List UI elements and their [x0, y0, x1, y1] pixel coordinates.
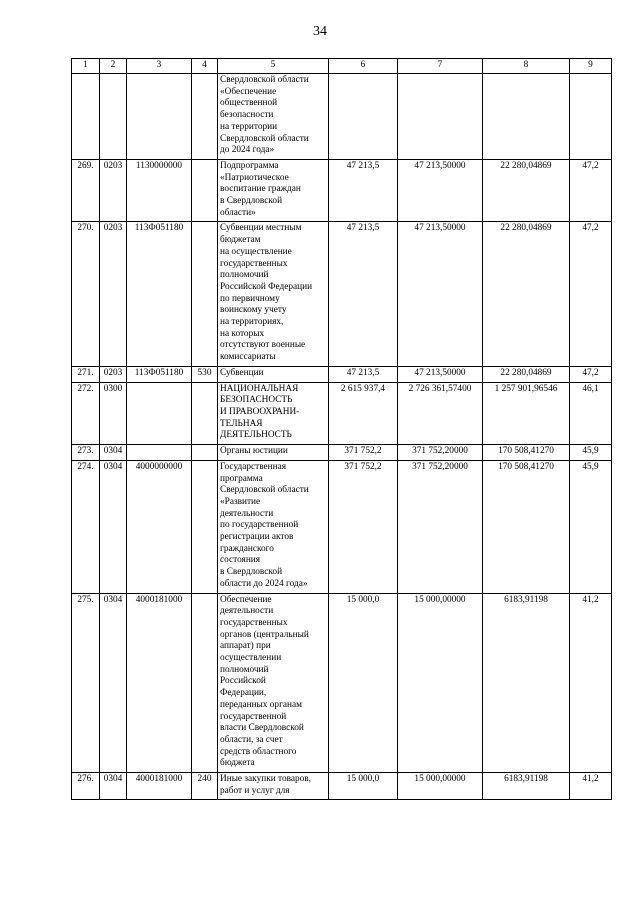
execution-percent: 46,1	[570, 382, 612, 445]
refined-amount: 371 752,20000	[398, 445, 483, 461]
row-number: 270.	[72, 222, 100, 366]
target-article-code: 4000181000	[127, 593, 192, 773]
execution-percent: 45,9	[570, 445, 612, 461]
target-article-code: 4000000000	[127, 460, 192, 593]
table-row	[72, 460, 612, 593]
row-number	[72, 74, 100, 160]
section-code: 0304	[100, 445, 127, 461]
executed-amount: 170 508,41270	[483, 445, 570, 461]
section-code: 0304	[100, 593, 127, 773]
planned-amount: 47 213,5	[329, 366, 398, 382]
section-code	[100, 74, 127, 160]
expense-type-code	[192, 222, 218, 366]
section-code: 0304	[100, 773, 127, 800]
execution-percent: 47,2	[570, 366, 612, 382]
refined-amount: 2 726 361,57400	[398, 382, 483, 445]
executed-amount: 22 280,04869	[483, 159, 570, 222]
item-name: Подпрограмма «Патриотическое воспитание граждан в Свердловской области»	[218, 159, 329, 222]
column-header: 6	[329, 59, 398, 74]
expense-type-code	[192, 74, 218, 160]
item-name: Государственная программа Свердловской области «Развитие деятельности по государственной регистрации актов гражданского состояния в Свердловской области до 2024 года»	[218, 460, 329, 593]
table-row	[72, 445, 612, 461]
refined-amount	[398, 74, 483, 160]
planned-amount: 15 000,0	[329, 593, 398, 773]
section-code: 0300	[100, 382, 127, 445]
refined-amount: 15 000,00000	[398, 773, 483, 800]
execution-percent: 41,2	[570, 593, 612, 773]
table-row	[72, 366, 612, 382]
expense-type-code: 530	[192, 366, 218, 382]
executed-amount	[483, 74, 570, 160]
row-number: 276.	[72, 773, 100, 800]
executed-amount: 6183,91198	[483, 773, 570, 800]
item-name: Субвенции	[218, 366, 329, 382]
target-article-code	[127, 382, 192, 445]
table-row	[72, 74, 612, 160]
executed-amount: 6183,91198	[483, 593, 570, 773]
planned-amount: 47 213,5	[329, 159, 398, 222]
refined-amount: 47 213,50000	[398, 366, 483, 382]
executed-amount: 22 280,04869	[483, 222, 570, 366]
column-header: 7	[398, 59, 483, 74]
column-header: 4	[192, 59, 218, 74]
planned-amount: 2 615 937,4	[329, 382, 398, 445]
executed-amount: 1 257 901,96546	[483, 382, 570, 445]
expense-type-code	[192, 445, 218, 461]
expense-type-code	[192, 382, 218, 445]
refined-amount: 47 213,50000	[398, 159, 483, 222]
item-name: НАЦИОНАЛЬНАЯ БЕЗОПАСНОСТЬ И ПРАВООХРАНИ- ТЕЛЬНАЯ ДЕЯТЕЛЬНОСТЬ	[218, 382, 329, 445]
item-name: Свердловской области «Обеспечение общественной безопасности на территории Свердловской области до 2024 года»	[218, 74, 329, 160]
execution-percent: 45,9	[570, 460, 612, 593]
row-number: 269.	[72, 159, 100, 222]
row-number: 274.	[72, 460, 100, 593]
planned-amount: 15 000,0	[329, 773, 398, 800]
expense-type-code	[192, 593, 218, 773]
row-number: 275.	[72, 593, 100, 773]
executed-amount: 22 280,04869	[483, 366, 570, 382]
column-header: 1	[72, 59, 100, 74]
item-name: Органы юстиции	[218, 445, 329, 461]
row-number: 272.	[72, 382, 100, 445]
item-name: Иные закупки товаров, работ и услуг для	[218, 773, 329, 800]
page-number: 34	[313, 24, 327, 39]
table-row	[72, 773, 612, 800]
planned-amount: 371 752,2	[329, 445, 398, 461]
execution-percent: 47,2	[570, 222, 612, 366]
row-number: 273.	[72, 445, 100, 461]
section-code: 0203	[100, 366, 127, 382]
table-row	[72, 593, 612, 773]
column-header: 3	[127, 59, 192, 74]
executed-amount: 170 508,41270	[483, 460, 570, 593]
column-header: 5	[218, 59, 329, 74]
item-name: Субвенции местным бюджетам на осуществление государственных полномочий Российской Федерации по первичному воинскому учету на территориях, на которых отсутствуют военные комиссариаты	[218, 222, 329, 366]
section-code: 0203	[100, 159, 127, 222]
refined-amount: 47 213,50000	[398, 222, 483, 366]
target-article-code: 113Ф051180	[127, 222, 192, 366]
target-article-code	[127, 445, 192, 461]
planned-amount: 47 213,5	[329, 222, 398, 366]
section-code: 0304	[100, 460, 127, 593]
execution-percent	[570, 74, 612, 160]
item-name: Обеспечение деятельности государственных органов (центральный аппарат) при осуществлении полномочий Российской Федерации, переданных органам государственной власти Свердловской области, за счет средств областного бюджета	[218, 593, 329, 773]
execution-percent: 47,2	[570, 159, 612, 222]
row-number: 271.	[72, 366, 100, 382]
budget-table	[71, 58, 612, 800]
planned-amount	[329, 74, 398, 160]
expense-type-code: 240	[192, 773, 218, 800]
column-header: 2	[100, 59, 127, 74]
table-row	[72, 222, 612, 366]
expense-type-code	[192, 159, 218, 222]
refined-amount: 371 752,20000	[398, 460, 483, 593]
target-article-code: 1130000000	[127, 159, 192, 222]
expense-type-code	[192, 460, 218, 593]
table-row	[72, 382, 612, 445]
planned-amount: 371 752,2	[329, 460, 398, 593]
table-row	[72, 159, 612, 222]
target-article-code: 113Ф051180	[127, 366, 192, 382]
target-article-code: 4000181000	[127, 773, 192, 800]
section-code: 0203	[100, 222, 127, 366]
column-header: 9	[570, 59, 612, 74]
execution-percent: 41,2	[570, 773, 612, 800]
target-article-code	[127, 74, 192, 160]
column-header: 8	[483, 59, 570, 74]
header-row	[72, 59, 612, 74]
refined-amount: 15 000,00000	[398, 593, 483, 773]
